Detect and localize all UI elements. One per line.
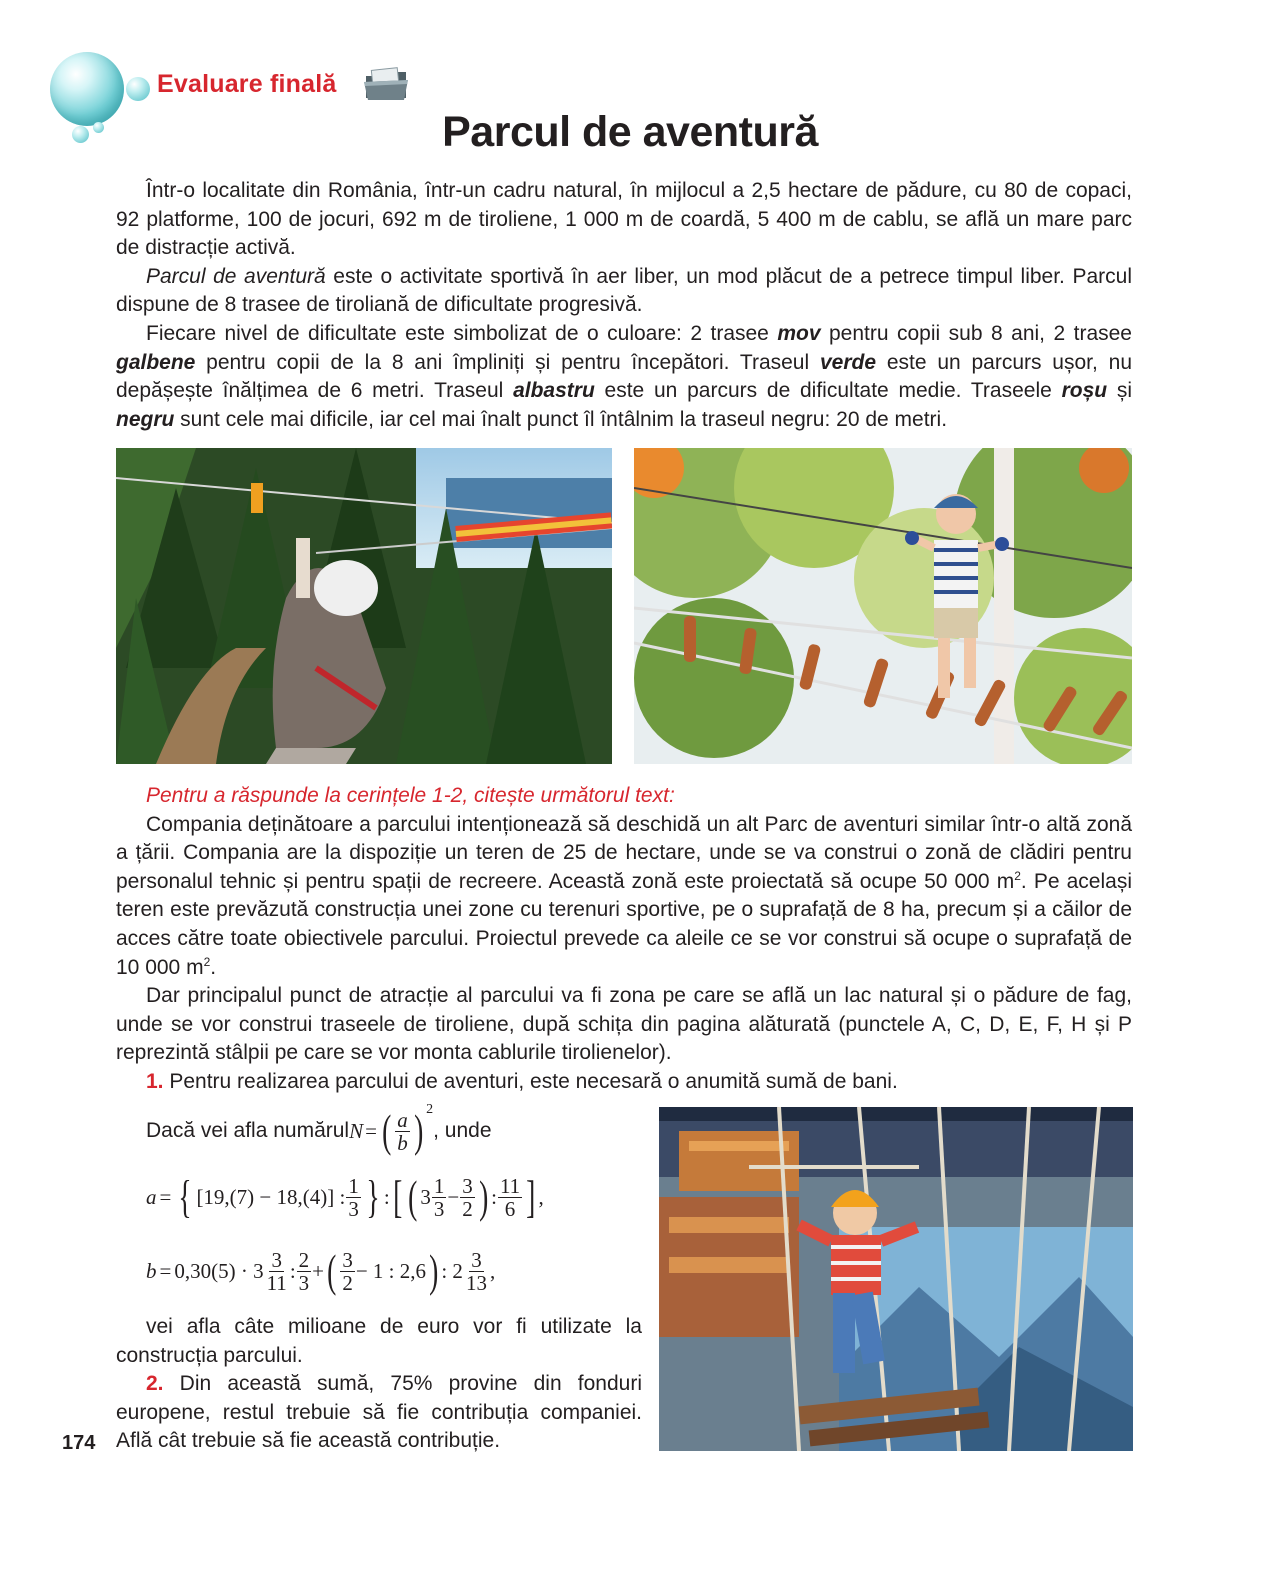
formula-a-line xyxy=(146,1171,544,1222)
denominator: 3 xyxy=(348,1196,359,1221)
denominator: 2 xyxy=(462,1196,473,1221)
fraction xyxy=(498,1175,522,1220)
task-paragraph-1 xyxy=(116,811,1132,983)
paren: ( xyxy=(327,1245,337,1296)
math-term: + xyxy=(312,1258,324,1283)
numerator: a xyxy=(397,1107,408,1132)
fraction xyxy=(346,1175,361,1220)
text-run: Compania deținătoare a parcului intenționează să deschidă un alt Parc de aventuri similar într-o altă zonă a țării. Compania are la dispoziție un teren de 25 de hectare, unde se va construi o zonă de clădiri pentru personalul tehnic și pentru spații de recreere. Această zonă este proiectată să ocupe 50 000 m xyxy=(116,812,1132,893)
color-term-rosu: roșu xyxy=(1061,379,1108,403)
denominator: 6 xyxy=(504,1196,516,1221)
color-term-galbene: galbene xyxy=(116,350,196,374)
text-run: Dacă vei afla numărul xyxy=(146,1119,350,1142)
denominator: 3 xyxy=(433,1196,445,1221)
problem-2-statement xyxy=(116,1370,642,1456)
problem-number: 2. xyxy=(146,1372,164,1396)
numerator: 1 xyxy=(433,1173,445,1198)
text-run: Pentru realizarea parcului de aventuri, este necesară o anumită sumă de bani. xyxy=(163,1069,898,1093)
paren: ( xyxy=(408,1171,418,1222)
text-run: . Pe același teren este prevăzută construcția unei zone cu terenuri sportive, pe o suprafață de 8 ha, precum și a căilor de acces către toate obiectivele parcului. Proiectul prevede ca aleile ce se vor construi să ocupe o suprafață de 10 000 m xyxy=(116,869,1132,979)
text-run: este un parcurs ușor, nu depășește înălțimea de 6 metri. Traseul xyxy=(116,350,1132,403)
text-run: . xyxy=(210,955,217,979)
denominator: 2 xyxy=(342,1270,353,1295)
paren: ) xyxy=(429,1245,439,1296)
task-paragraph-2: Dar principalul punct de atracție al parcului va fi zona pe care se află un lac natural și o pădure de fag, unde se vor construi traseele de tiroliene, după schița din pagina alăturată (punctele A, C, D, E, F, H și P reprezintă stâlpii pe care se vor monta cablurile tirolienelor). xyxy=(116,984,1132,1065)
math-term: : xyxy=(491,1184,497,1209)
text-run: pentru copii sub 8 ani, 2 trasee xyxy=(820,321,1132,345)
denominator: b xyxy=(397,1130,408,1155)
bubble-decoration-small xyxy=(126,77,150,101)
instruction-text: Pentru a răspunde la cerințele 1-2, citește următorul text: xyxy=(146,784,675,807)
fraction xyxy=(464,1249,489,1294)
formula-b-line xyxy=(146,1245,496,1296)
problem-1-statement xyxy=(116,1068,1132,1097)
text-run: Din această sumă, 75% provine din fonduri europene, restul trebuie să fie contribuția companiei. Află cât trebuie să fie această contribuție. xyxy=(116,1372,642,1453)
color-term-albastru: albastru xyxy=(513,379,595,403)
text-run: pentru copii de la 8 ani împliniți și pentru începători. Traseul xyxy=(195,350,820,374)
paren: ( xyxy=(382,1105,392,1156)
text-run: Fiecare nivel de dificultate este simbolizat de o culoare: 2 trasee xyxy=(146,321,778,345)
page-number: 174 xyxy=(62,1432,96,1454)
denominator: 11 xyxy=(266,1270,287,1295)
superscript: 2 xyxy=(203,954,211,969)
folder-icon xyxy=(362,66,410,107)
text-run: este un parcurs de dificultate medie. Traseele xyxy=(594,379,1062,403)
intro-section xyxy=(116,177,1132,434)
fraction xyxy=(340,1249,355,1294)
bracket: ] xyxy=(526,1171,536,1222)
fraction xyxy=(297,1249,312,1294)
fraction-a-over-b xyxy=(395,1109,410,1154)
problem-1-tail: vei afla câte milioane de euro vor fi utilizate la construcția parcului. xyxy=(116,1315,642,1367)
numerator: 11 xyxy=(499,1173,521,1198)
math-term: [19,(7) − 18,(4)] : xyxy=(196,1184,346,1209)
math-term: − 1 : 2,6 xyxy=(355,1258,427,1283)
fraction xyxy=(432,1175,447,1220)
numerator: 1 xyxy=(348,1173,359,1198)
fraction xyxy=(265,1249,289,1294)
math-symbol: b xyxy=(146,1258,157,1283)
formula-n-line xyxy=(146,1102,492,1156)
denominator: 13 xyxy=(465,1270,487,1295)
superscript: 2 xyxy=(1014,868,1021,883)
problems-section xyxy=(116,1313,642,1456)
numerator: 3 xyxy=(462,1173,473,1198)
bracket: [ xyxy=(392,1171,403,1222)
brace: { xyxy=(178,1171,193,1222)
numerator: 3 xyxy=(342,1247,353,1272)
math-symbol: = xyxy=(159,1258,172,1283)
math-term: : xyxy=(289,1258,296,1283)
paren: ) xyxy=(478,1171,489,1222)
italic-term: Parcul de aventură xyxy=(146,264,326,288)
math-symbol: a xyxy=(146,1184,157,1209)
math-symbol: N xyxy=(349,1118,364,1143)
child-rope-bridge-photo xyxy=(634,448,1132,764)
math-term: 3 xyxy=(420,1184,431,1209)
problem-number: 1. xyxy=(146,1069,164,1093)
child-indoor-rope-course-photo xyxy=(659,1107,1133,1451)
math-term: 0,30(5) · 3 xyxy=(174,1258,264,1283)
text-run: este o activitate sportivă în aer liber, un mod plăcut de a petrece timpul liber. Parcul dispune de 8 trasee de tiroliană de dificultate progresivă. xyxy=(116,264,1132,317)
text-run: , unde xyxy=(433,1119,492,1142)
math-term: − xyxy=(447,1184,460,1209)
text-run: și xyxy=(1107,379,1133,403)
denominator: 3 xyxy=(298,1270,310,1295)
color-term-mov: mov xyxy=(777,321,821,345)
numerator: 3 xyxy=(271,1247,282,1272)
math-term: : 2 xyxy=(441,1258,463,1283)
math-term: , xyxy=(489,1258,496,1283)
exponent: 2 xyxy=(426,1102,434,1117)
intro-paragraph-3 xyxy=(116,320,1132,434)
fraction xyxy=(460,1175,475,1220)
math-symbol: = xyxy=(365,1118,377,1143)
zipline-forest-photo xyxy=(116,448,612,764)
numerator: 2 xyxy=(298,1247,310,1272)
math-term: : xyxy=(383,1184,390,1209)
math-symbol: = xyxy=(159,1184,172,1209)
color-term-verde: verde xyxy=(819,350,877,374)
page-title: Parcul de aventură xyxy=(442,108,818,156)
intro-paragraph-2 xyxy=(116,263,1132,320)
color-term-negru: negru xyxy=(116,407,175,431)
math-term: , xyxy=(538,1184,544,1209)
intro-paragraph-1: Într-o localitate din România, într-un cadru natural, în mijlocul a 2,5 hectare de pădure, cu 80 de copaci, 92 platforme, 100 de jocuri, 692 m de tiroliene, 1 000 m de coardă, 5 400 m de cablu, se află un mare parc de distracție activă. xyxy=(116,179,1132,260)
brace: } xyxy=(366,1171,380,1222)
section-label: Evaluare finală xyxy=(157,70,337,98)
text-run: sunt cele mai dificile, iar cel mai înalt punct îl întâlnim la traseul negru: 20 de metri. xyxy=(174,407,948,431)
numerator: 3 xyxy=(471,1247,482,1272)
task-section xyxy=(116,782,1132,1097)
paren: ) xyxy=(413,1105,424,1156)
